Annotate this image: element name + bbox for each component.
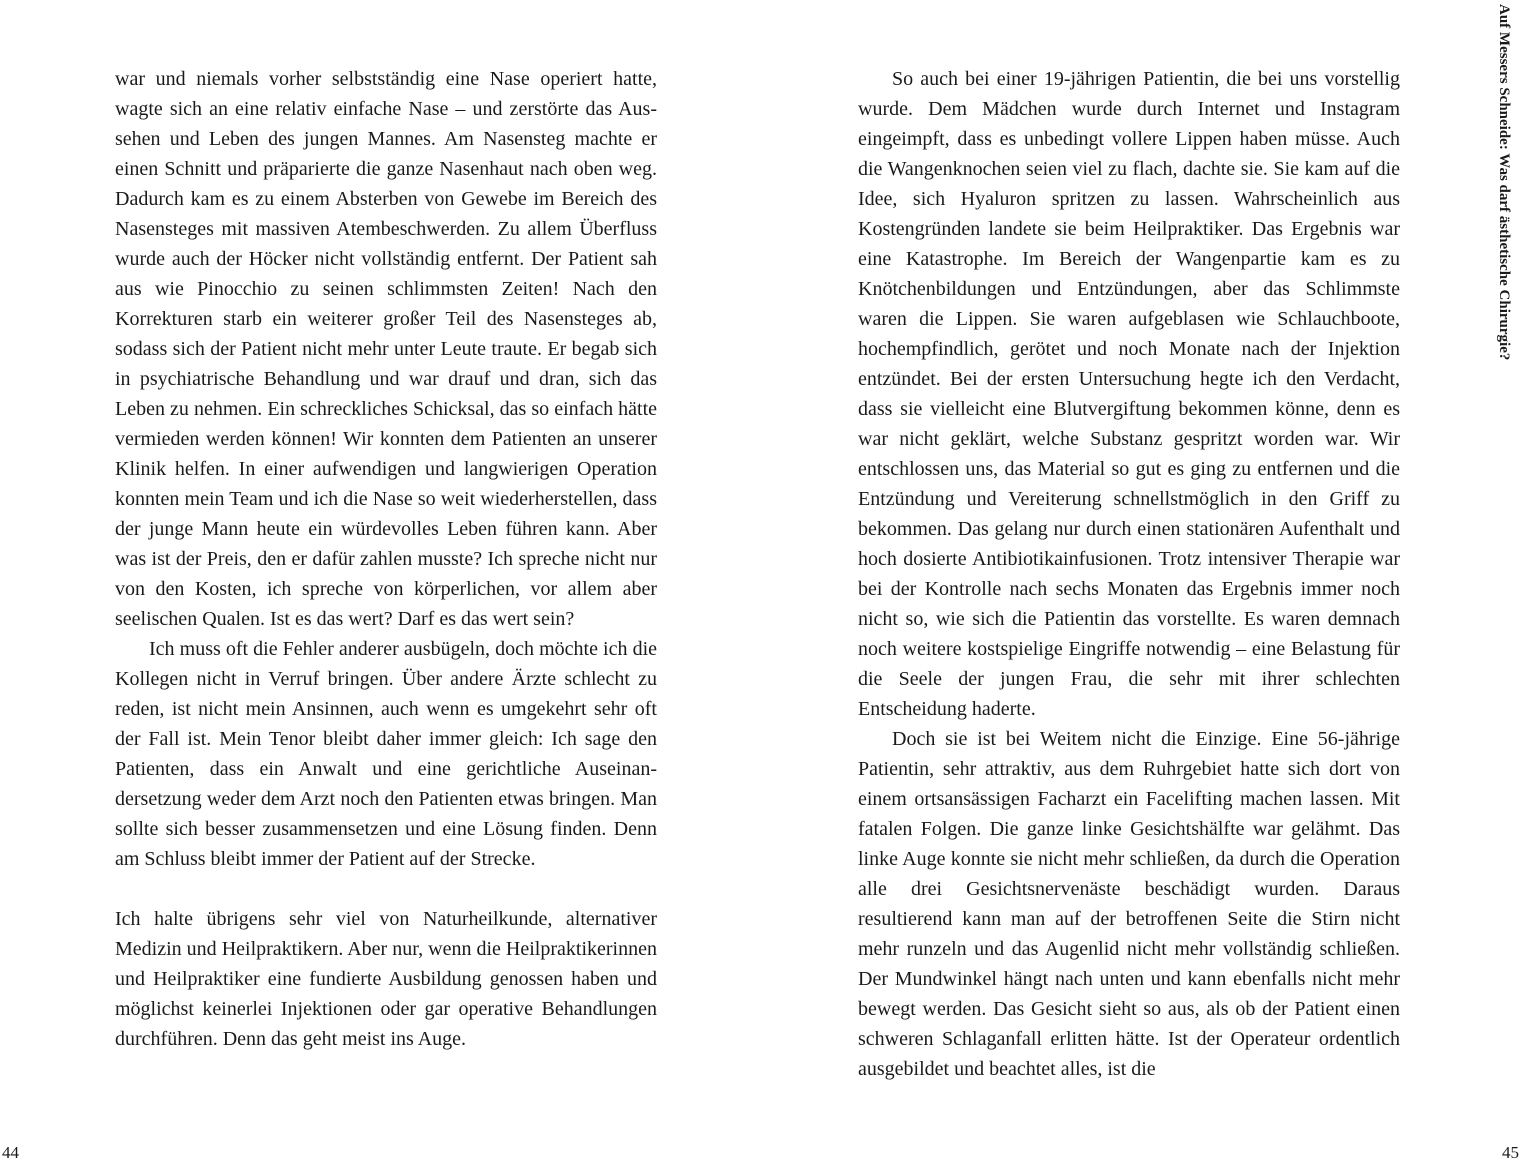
right-page — [760, 0, 1520, 1168]
left-paragraph-1: war und niemals vorher selbstständig eine Nase operiert hatte, wagte sich an eine relativ einfache Nase – und zerstörte das Aussehen und Leben des jungen Mannes. Am Nasensteg machte er einen Schnitt und präparierte die ganze Nasenhaut nach oben weg. Dadurch kam es zu einem Absterben von Gewebe im Bereich des Nasensteges mit massiven Atembeschwerden. Zu allem Überfluss wurde auch der Höcker nicht vollständig entfernt. Der Patient sah aus wie Pinocchio zu seinen schlimmsten Zeiten! Nach den Korrekturen starb ein weiterer großer Teil des Nasensteges ab, sodass sich der Patient nicht mehr unter Leute traute. Er begab sich in psychiatrische Behandlung und war drauf und dran, sich das Leben zu nehmen. Ein schreckliches Schicksal, das so einfach hätte vermieden werden können! Wir konnten dem Patienten an unserer Klinik helfen. In einer aufwendigen und langwierigen Operation konnten mein Team und ich die Nase so weit wiederherstellen, dass der junge Mann heute ein würdevolles Leben führen kann. Aber was ist der Preis, den er dafür zahlen musste? Ich spreche nicht nur von den Kosten, ich spreche von körperlichen, vor allem aber seelischen Qualen. Ist es das wert? Darf es das wert sein? — [115, 68, 657, 630]
right-paragraph-2: Doch sie ist bei Weitem nicht die Einzige. Eine 56-jährige Patientin, sehr attraktiv, aus dem Ruhrgebiet hatte sich dort von einem ortsansässigen Facharzt ein Facelifting machen lassen. Mit fatalen Folgen. Die ganze linke Gesichtshälfte war gelähmt. Das linke Auge konnte sie nicht mehr schließen, da durch die Operation alle drei Gesichtsnervenäste beschädigt wurden. Daraus resultierend kann man auf der betroffenen Seite die Stirn nicht mehr runzeln und das Augenlid nicht mehr vollständig schließen. Der Mundwinkel hängt nach unten und kann ebenfalls nicht mehr bewegt werden. Das Gesicht sieht so aus, als ob der Patient einen schweren Schlaganfall erlitten hätte. Ist der Operateur ordentlich ausgebildet und beachtet alles, ist die — [858, 728, 1400, 1080]
right-page-body — [858, 64, 1400, 1084]
left-paragraph-2: Ich muss oft die Fehler anderer ausbügeln, doch möchte ich die Kollegen nicht in Verruf bringen. Über andere Ärzte schlecht zu reden, ist nicht mein Ansinnen, auch wenn es umgekehrt sehr oft der Fall ist. Mein Tenor bleibt daher immer gleich: Ich sage den Patienten, dass ein Anwalt und eine gerichtliche Auseinandersetzung weder dem Arzt noch den Patienten etwas bringen. Man sollte sich besser zusammensetzen und eine Lösung finden. Denn am Schluss bleibt immer der Patient auf der Strecke. — [115, 638, 657, 870]
left-page-number: 44 — [2, 1143, 19, 1162]
running-head: Auf Messers Schneide: Was darf ästhetische Chirurgie? — [1496, 4, 1512, 361]
left-paragraph-3: Ich halte übrigens sehr viel von Naturheilkunde, alternativer Medizin und Heilpraktikern. Aber nur, wenn die Heilpraktikerinnen und Heilpraktiker eine fundierte Ausbildung genossen haben und möglichst keinerlei Injektionen oder gar operative Behandlungen durchführen. Denn das geht meist ins Auge. — [115, 908, 657, 1050]
right-paragraph-1: So auch bei einer 19-jährigen Patientin, die bei uns vorstellig wurde. Dem Mädchen wurde durch Internet und Instagram eingeimpft, dass es unbedingt vollere Lippen haben müsse. Auch die Wangenknochen seien viel zu flach, dachte sie. Sie kam auf die Idee, sich Hyaluron spritzen zu lassen. Wahrscheinlich aus Kostengründen landete sie beim Heilpraktiker. Das Ergebnis war eine Katastrophe. Im Bereich der Wangenpartie kam es zu Knötchenbildungen und Entzündungen, aber das Schlimmste waren die Lippen. Sie waren aufgeblasen wie Schlauchboote, hochempfindlich, gerötet und noch Monate nach der Injektion entzündet. Bei der ersten Untersuchung hegte ich den Verdacht, dass sie vielleicht eine Blutvergiftung bekommen könne, denn es war nicht geklärt, welche Substanz gespritzt worden war. Wir entschlossen uns, das Material so gut es ging zu entfernen und die Entzündung und Vereiterung schnellstmöglich in den Griff zu bekommen. Das gelang nur durch einen stationären Aufenthalt und hoch dosierte Antibiotikainfusionen. Trotz intensiver Therapie war bei der Kontrolle nach sechs Monaten das Ergebnis immer noch nicht so, wie sich die Patientin das vorstellte. Es waren demnach noch weitere kostspielige Eingriffe notwendig – eine Belastung für die Seele der jungen Frau, die sehr mit ihrer schlechten Entscheidung haderte. — [858, 68, 1400, 720]
left-page-body — [115, 64, 657, 1054]
right-page-number: 45 — [1502, 1143, 1519, 1162]
